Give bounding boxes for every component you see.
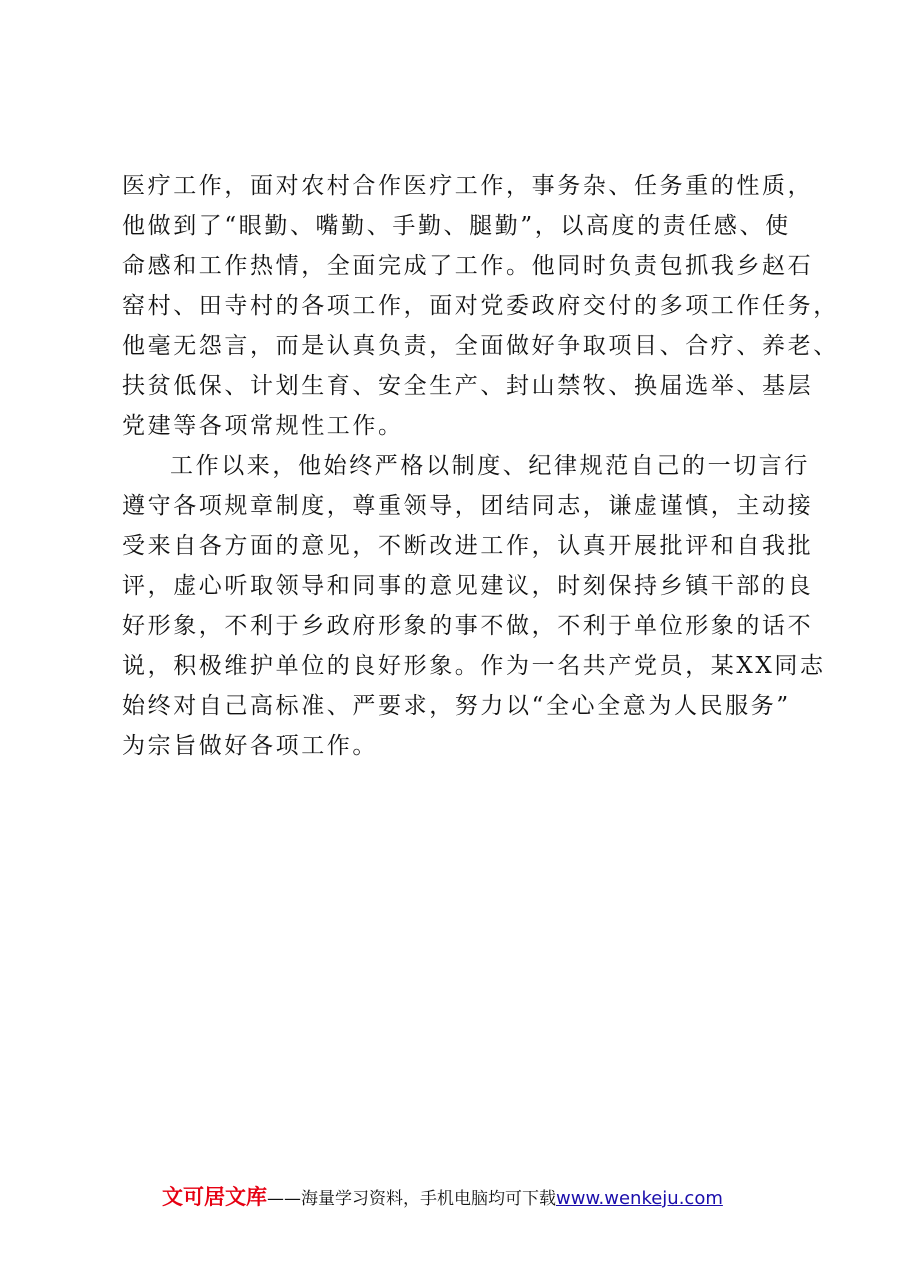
paragraph-1 bbox=[122, 166, 839, 446]
text-line: 说，积极维护单位的良好形象。作为一名共产党员，某XX同志 bbox=[122, 653, 826, 679]
text-line: 窑村、田寺村的各项工作，面对党委政府交付的多项工作任务， bbox=[122, 293, 839, 319]
text-line: 命感和工作热情，全面完成了工作。他同时负责包抓我乡赵石 bbox=[122, 253, 814, 279]
text-line: 始终对自己高标准、严要求，努力以“全心全意为人民服务” bbox=[122, 693, 791, 719]
text-line: 为宗旨做好各项工作。 bbox=[122, 733, 378, 759]
text-line: 遵守各项规章制度，尊重领导，团结同志，谦虚谨慎，主动接 bbox=[122, 493, 814, 519]
document-body bbox=[122, 166, 839, 806]
text-line: 他毫无怨言，而是认真负责，全面做好争取项目、合疗、养老、 bbox=[122, 333, 839, 359]
text-line: 医疗工作，面对农村合作医疗工作，事务杂、任务重的性质， bbox=[122, 173, 814, 199]
text-line: 受来自各方面的意见，不断改进工作，认真开展批评和自我批 bbox=[122, 533, 814, 559]
text-line: 他做到了“眼勤、嘴勤、手勤、腿勤”，以高度的责任感、使 bbox=[122, 213, 791, 239]
text-line: 工作以来，他始终严格以制度、纪律规范自己的一切言行 bbox=[170, 453, 810, 479]
text-line: 评，虚心听取领导和同事的意见建议，时刻保持乡镇干部的良 bbox=[122, 573, 814, 599]
paragraph-2 bbox=[122, 446, 826, 806]
footer-brand: 文可居文库 bbox=[162, 1185, 267, 1209]
text-line: 党建等各项常规性工作。 bbox=[122, 413, 404, 439]
footer-banner bbox=[162, 1182, 802, 1212]
text-line: 扶贫低保、计划生育、安全生产、封山禁牧、换届选举、基层 bbox=[122, 373, 814, 399]
text-line bbox=[122, 766, 812, 806]
footer-description: ——海量学习资料，手机电脑均可下载 bbox=[267, 1189, 556, 1209]
footer-link[interactable]: www.wenkeju.com bbox=[556, 1188, 723, 1209]
text-line: 好形象，不利于乡政府形象的事不做，不利于单位形象的话不 bbox=[122, 613, 814, 639]
